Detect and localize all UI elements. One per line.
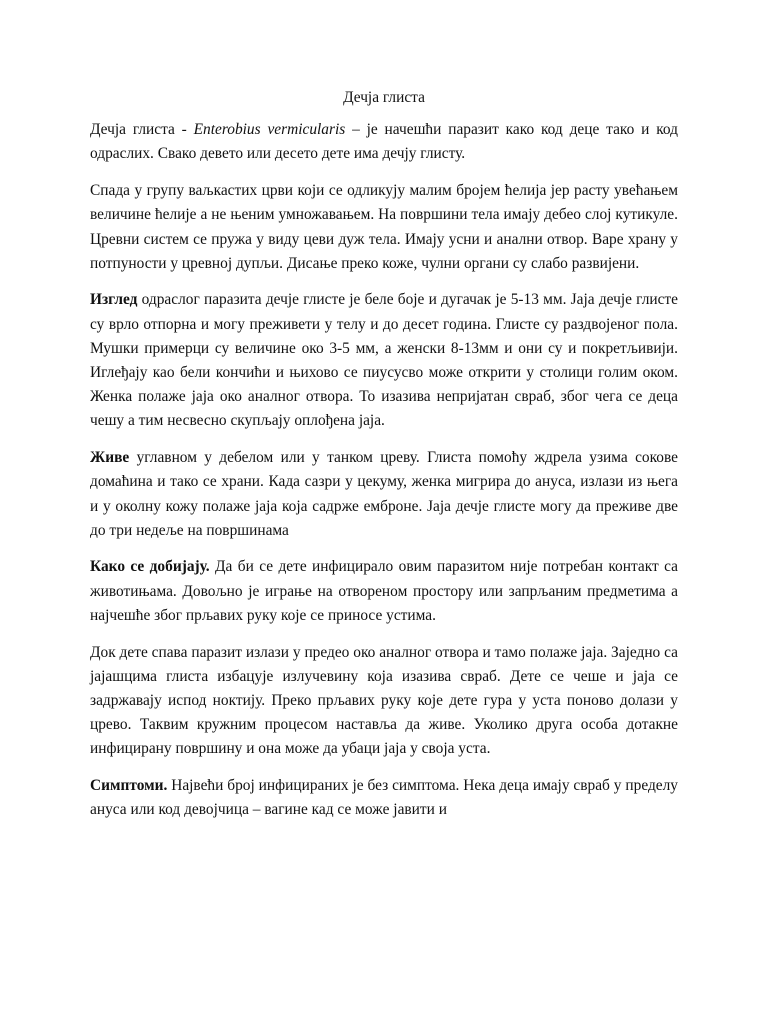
- transmission-text: Да би се дете инфицирало овим паразитом није потребан контакт са животињама. Довољно је играње на отвореном простору или запрљаним предметима а најчешће због прљавих руку које се приносе устима.: [90, 558, 678, 624]
- appearance-text: одраслог паразита дечје глисте је беле боје и дугачак је 5-13 мм. Јаја дечје глисте су врло отпорна и могу преживети у телу и до десет година. Глисте су раздвојеног пола. Мушки примерци су величине око 3-5 мм, а женски 8-13мм и они су и покретљивији. Иглеђају као бели кончићи и њихово се пиусусво може открити у столици голим оком. Женка полаже јаја око аналног отвора. То изазива непријатан свраб, због чега се деца чешу а тим несвесно скупљају оплођена јаја.: [90, 291, 678, 430]
- paragraph-intro: [90, 118, 678, 166]
- intro-rest: – је начешћи паразит како код деце тако и код одраслих. Свако девето или десето дете има дечју глисту.: [90, 121, 678, 163]
- latin-name: Enterobius vermicularis: [193, 121, 346, 139]
- intro-lead: Дечја глиста -: [90, 121, 194, 139]
- appearance-heading: Изглед: [90, 291, 138, 309]
- paragraph-habitat: [90, 446, 678, 543]
- symptoms-text: Највећи број инфицираних је без симптома. Нека деца имају свраб у пределу ануса или код девојчица – вагине кад се може јавити и: [90, 777, 678, 819]
- document-title: Дечја глиста: [343, 89, 425, 106]
- symptoms-heading: Симптоми.: [90, 777, 168, 795]
- transmission-heading: Како се добијају.: [90, 558, 210, 576]
- paragraph-transmission: [90, 555, 678, 628]
- paragraph-lifecycle: Док дете спава паразит излази у предео око аналног отвора и тамо полаже јаја. Заједно са јајашцима глиста избацује излучевину која изазива свраб. Дете се чеше и јаја се задржавају испод ноктију. Преко прљавих руку које дете гура у уста поново долази у црево. Таквим кружним процесом наставља да живе. Уколико друга особа дотакне инфицирану површину и она може да убаци јаја у своја уста.: [90, 643, 678, 758]
- paragraph-symptoms: [90, 774, 678, 822]
- paragraph-appearance: [90, 288, 678, 433]
- habitat-text: углавном у дебелом или у танком цреву. Глиста помоћу ждрела узима сокове домаћина и тако се храни. Када сазри у цекуму, женка мигрира до ануса, излази из њега и у околну кожу полаже јаја која садрже емброне. Јаја дечје глисте могу да преживе две до три недеље на површинама: [90, 449, 678, 539]
- paragraph-classification: Спада у групу ваљкастих црви који се одликују малим бројем ћелија јер расту увећањем величине ћелије а не њеним умножавањем. На површини тела имају дебео слој кутикуле. Цревни систем се пружа у виду цеви дуж тела. Имају усни и анални отвор. Варе храну у потпуности у цревној дупљи. Дисање преко коже, чулни органи су слабо развијени.: [90, 182, 678, 272]
- habitat-heading: Живе: [90, 449, 130, 467]
- document-page: [90, 86, 678, 835]
